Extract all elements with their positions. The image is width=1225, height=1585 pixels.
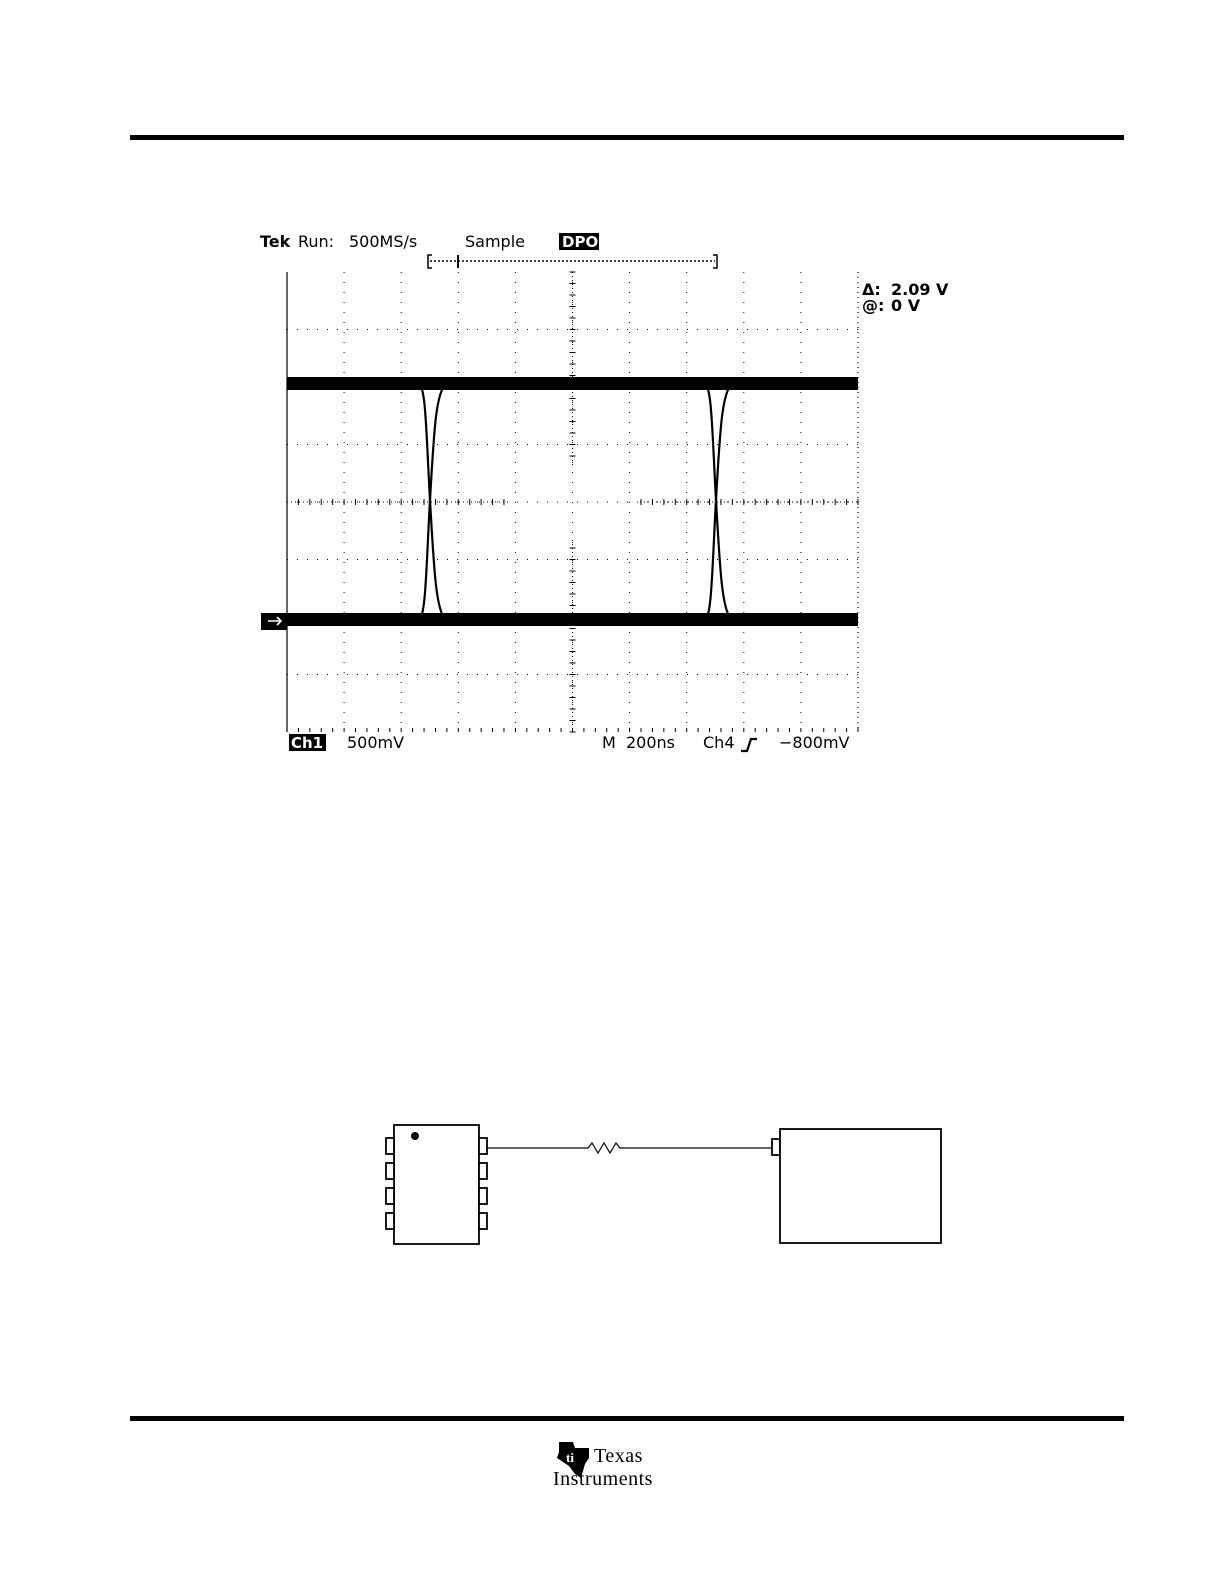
footer-rule	[130, 1416, 1124, 1421]
dpo-badge: DPO	[562, 233, 599, 251]
ic-pins-right	[479, 1138, 487, 1229]
trace-low-level	[287, 613, 858, 626]
ic-package	[394, 1125, 479, 1244]
trigger-level: −800mV	[779, 733, 850, 752]
trace-high-level	[287, 377, 858, 390]
trigger-channel: Ch4	[703, 733, 735, 752]
svg-text:ti: ti	[566, 1450, 574, 1465]
scope-brand: Tek	[260, 232, 291, 251]
logo-word-top: Texas	[594, 1445, 643, 1467]
pin1-dot	[411, 1132, 419, 1140]
cursor-delta-symbol: Δ:	[862, 280, 881, 299]
logo-word-bottom: Instruments	[553, 1468, 653, 1490]
cursor-at-symbol: @:	[862, 296, 885, 315]
instrument-box	[780, 1129, 941, 1243]
ch1-badge: Ch1	[291, 734, 324, 752]
cursor-delta-value: 2.09 V	[891, 280, 949, 299]
arrow-right-icon	[261, 613, 287, 630]
ch1-scale: 500mV	[347, 733, 405, 752]
instrument-connector	[772, 1139, 780, 1155]
scope-sample-rate: 500MS/s	[349, 232, 418, 251]
rising-edge-icon	[741, 739, 757, 751]
graticule	[287, 272, 858, 732]
schematic	[386, 1125, 941, 1244]
record-view-bracket	[428, 255, 717, 268]
ti-logo	[553, 1438, 703, 1494]
scope-acquire-mode: Sample	[465, 232, 525, 251]
cursor-at-value: 0 V	[891, 296, 921, 315]
timebase: M 200ns	[602, 733, 675, 752]
resistor-wire	[487, 1143, 772, 1153]
scope-run-status: Run:	[298, 232, 335, 251]
ic-pins-left	[386, 1138, 394, 1229]
